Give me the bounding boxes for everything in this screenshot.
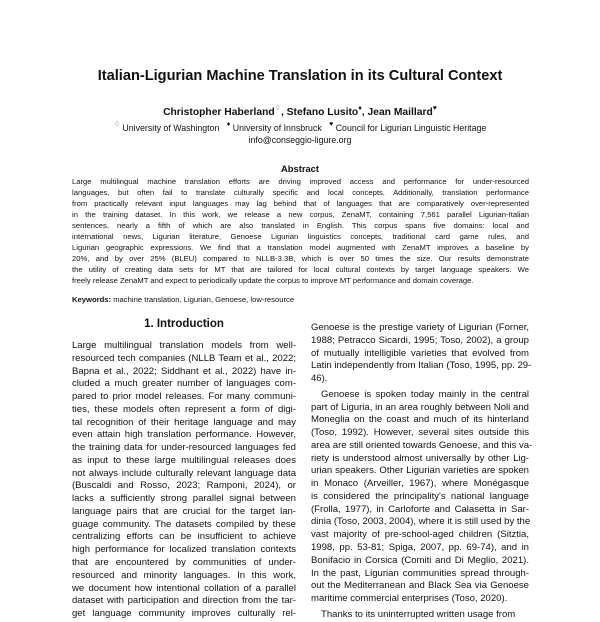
- abstract-line: languages, but often fail to translate culturally specific and local concepts. Additionally, translation performance: [72, 188, 529, 198]
- author-name: Stefano Lusito: [286, 107, 359, 118]
- abstract-line: 20%, and by over 25% (BLEU) compared to NLLB-3.3B, which is over 50 times the size. Our results demonstrate: [72, 254, 529, 264]
- body-line: even attain high translation performance. However,: [72, 429, 296, 441]
- body-line: lacks a sufficiently strong parallel signal between: [72, 493, 296, 505]
- body-line: In the past, Ligurian communities spread through-: [311, 567, 529, 579]
- body-line: out the Mediterranean and Black Sea via Genoese: [311, 580, 529, 592]
- right-column: [311, 322, 533, 622]
- body-line: is considered the principality's national language: [311, 490, 529, 502]
- body-line: tal recognition of their heritage language and may: [72, 416, 296, 428]
- abstract-heading: Abstract: [280, 163, 320, 174]
- author-name: Christopher Haberland: [163, 107, 275, 118]
- body-line: in Monaco (Arveiller, 1967), where Monégasque: [311, 478, 529, 490]
- body-line: pared to prior model releases. For many communi-: [72, 391, 296, 403]
- body-line: Thanks to its uninterrupted written usage from: [321, 608, 516, 620]
- body-line: area are still oriented towards Genoese, and this va-: [311, 439, 533, 451]
- body-line: 1998, pp. 53-81; Spiga, 2007, pp. 69-74), and in: [311, 542, 529, 554]
- body-line: Genoese is the prestige variety of Ligurian (Forner,: [311, 322, 529, 333]
- author-mark: ♢: [274, 105, 281, 112]
- body-line: language pairs that are crucial for the target lan-: [72, 505, 296, 517]
- keywords-line: [72, 294, 529, 305]
- body-line: maritime commercial enterprises (Toso, 2020).: [311, 593, 508, 605]
- left-column: [72, 340, 296, 621]
- body-line: dataset with participation and direction from the tar-: [72, 595, 296, 607]
- body-line: of mutually intelligible varieties that evolved from: [311, 347, 529, 359]
- body-line: 46).: [311, 373, 328, 385]
- body-line: Moneglia on the coast and much of its hinterland: [311, 414, 529, 426]
- body-line: dinia (Toso, 2003, 2004), where it is still used by the: [311, 516, 531, 528]
- body-line: guage community. The datasets compiled by these: [72, 518, 296, 530]
- keywords-label: Keywords:: [72, 295, 112, 304]
- body-line: centralizing efforts can be insufficient to achieve: [72, 531, 296, 543]
- abstract-line: sentences, nearly a fifth of which are also translated in English. This corpus spans five domains: local and: [72, 221, 529, 231]
- body-line: the training data for under-resourced languages fed: [72, 442, 296, 454]
- abstract-line: Large multilingual machine translation efforts are driving improved access and performance for under-resourced: [72, 177, 529, 186]
- author-list: Christopher Haberland♢, Stefano Lusito♦, Jean Maillard♥: [163, 105, 437, 118]
- body-line: urian speakers. Other Ligurian varieties are spoken: [311, 465, 529, 477]
- abstract-line: the utility of creating data sets for MT that are tailored for local cultural contexts by target language speakers. We: [72, 265, 529, 275]
- body-line: (Buscaldi and Rosso, 2023; Ramponi, 2024), or: [72, 480, 296, 492]
- affiliation-name: Council for Ligurian Linguistic Heritage: [335, 123, 487, 133]
- body-line: vast majority of pre-school-aged children (Sitztia,: [311, 529, 529, 541]
- abstract-line: international news, Ligurian literature, Genoese Ligurian linguistics concepts, traditional card game rules, and: [72, 232, 529, 242]
- body-line: resourced tech companies (NLLB Team et al., 2022;: [72, 352, 296, 364]
- body-line: we document how intentional collation of a parallel: [72, 582, 296, 594]
- body-line: (Frolla, 1977), in Carloforte and Calasetta in Sar-: [311, 503, 529, 515]
- affiliation-name: University of Innsbruck: [232, 123, 322, 133]
- body-line: as input to these large multilingual releases does: [72, 454, 296, 466]
- abstract-line: Ligurian geographic expressions. We find that a translation model augmented with ZenaMT improves a baseline by: [72, 243, 529, 253]
- body-line: not always include culturally relevant language data: [72, 467, 296, 479]
- body-line: 1988; Petracco Sicardi, 1995; Toso, 2002), a group: [311, 334, 529, 346]
- body-line: get language community improves culturally rel-: [72, 608, 296, 620]
- body-line: Large multilingual translation models from well-: [72, 340, 296, 351]
- affiliation-mark: ♢: [113, 121, 120, 128]
- abstract-body: [72, 176, 529, 286]
- body-line: cluded a much greater number of languages com-: [72, 378, 296, 390]
- affiliation-mark: ♥: [329, 121, 334, 128]
- author-mark: ♥: [432, 105, 437, 112]
- paper-title: Italian-Ligurian Machine Translation in its Cultural Context: [97, 68, 503, 84]
- body-line: resourced and minority languages. In this work,: [72, 569, 296, 581]
- body-line: (Toso, 1992). However, several sites outside this: [311, 427, 529, 439]
- body-line: that are encountered by communities of under-: [72, 557, 296, 569]
- abstract-line: freely release ZenaMT and expect to periodically update the corpus to improve MT performance and domain coverage.: [72, 276, 474, 286]
- body-line: riety is understood almost universally by other Lig-: [311, 452, 529, 464]
- contact-email: info@conseggio-ligure.org: [248, 135, 352, 145]
- author-name: Jean Maillard: [367, 107, 433, 118]
- affiliation-name: University of Washington: [122, 123, 220, 133]
- keywords-text: machine translation, Ligurian, Genoese, low-resource: [113, 295, 295, 304]
- abstract-line: in the training dataset. In this work, we release a new corpus, ZenaMT, containing 7,561 parallel Ligurian-Italian: [72, 210, 529, 220]
- affiliation-mark: ♦: [226, 121, 231, 128]
- body-line: high performance for localized translation contexts: [72, 544, 296, 556]
- body-line: Latin independently from Italian (Toso, 1995, pp. 29-: [311, 360, 532, 372]
- body-line: Genoese is spoken today mainly in the central: [321, 388, 529, 400]
- author-mark: ♦: [358, 105, 362, 112]
- body-line: part of Liguria, in an area roughly between Noli and: [311, 401, 529, 413]
- body-line: Bonifacio in Corsica (Comiti and Di Meglio, 2021).: [311, 554, 529, 566]
- abstract-line: from practically relevant input languages may lag behind that of languages that are comparatively over-represented: [72, 199, 529, 209]
- section-heading-introduction: 1. Introduction: [144, 318, 224, 330]
- body-line: ties, these models often represent a form of digi-: [72, 403, 296, 415]
- body-line: Bapna et al., 2022; Siddhant et al., 2022) have in-: [72, 365, 296, 377]
